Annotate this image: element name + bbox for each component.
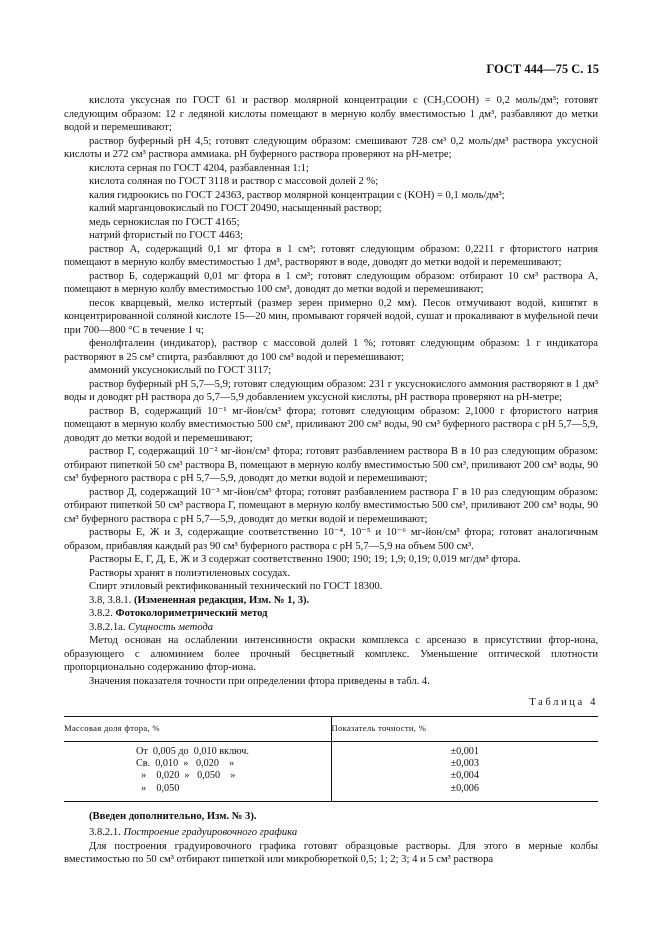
paragraph: Спирт этиловый ректификованный технический по ГОСТ 18300. (89, 581, 383, 592)
section-title: Фотоколориметрический метод (115, 608, 268, 619)
column-header: Массовая доля фтора, % (64, 716, 331, 742)
paragraph: Метод основан на ослаблении интенсивности окраски комплекса с арсеназо в присутствии фтор-иона, образующего с алюминием более прочный бесцветный комплекс. Уменьшение оптической плотности пропорционально содержанию фтор-иона. (64, 635, 598, 673)
range-cell (64, 742, 331, 802)
accuracy-value: ±0,003 (450, 758, 479, 770)
section-heading (64, 607, 598, 621)
paragraph: Растворы Е, Г, Д, Е, Ж и З содержат соответственно 1900; 190; 19; 1,9; 0,19; 0,019 мг/дм³ фтора. (89, 554, 521, 565)
range-value: » 0,050 (136, 782, 180, 794)
paragraph: аммоний уксуснокислый по ГОСТ 3117; (89, 365, 272, 376)
paragraph: кислота серная по ГОСТ 4204, разбавленная 1:1; (89, 162, 309, 174)
paragraph: растворы Е, Ж и З, содержащие соответственно 10⁻⁴, 10⁻⁵ и 10⁻⁶ мг-йон/см³ фтора; готовят аналогичным образом, прибавляя каждый раз 90 см³ буферного раствора с pH 5,7—5,9 на объем 500 см³. (64, 527, 598, 552)
subsection-heading (64, 621, 598, 635)
section-number: 3.8, 3.8.1. (89, 594, 132, 606)
paragraph: раствор Г, содержащий 10⁻² мг-йон/см³ фтора; готовят разбавлением раствора В в 10 раз следующим образом: отбирают пипеткой 50 см³ раствора В, помещают в мерную колбу вместимостью 500 см³, приливают 200 см³ воды, 90 см³ буферного раствора с pH 5,7—5,9, доводят до метки водой и перемешивают; (64, 446, 598, 484)
section-number: 3.8.2. (89, 608, 113, 619)
paragraph: калий марганцовокислый по ГОСТ 20490, насыщенный раствор; (89, 203, 382, 214)
accuracy-table (64, 716, 598, 802)
paragraph: Для построения градуировочного графика готовят образцовые растворы. Для этого в мерные колбы вместимостью по 50 см³ отбирают пипеткой или микробюреткой 0,5; 1; 2; 3; 4 и 5 см³ раствора (64, 840, 598, 866)
accuracy-value: ±0,004 (450, 770, 479, 782)
paragraph: песок кварцевый, мелко истертый (размер зерен примерно 0,2 мм). Песок отмучивают водой, кипятят в концентрированной соляной кислоте 15—20 мин, промывают горячей водой, сушат и прокаливают в муфельной печи при 700—800 °С в течение 1 ч; (64, 297, 598, 336)
range-value: Св. 0,010 » 0,020 » (136, 758, 235, 770)
amendment-text: (Измененная редакция, Изм. № 1, 3). (134, 594, 310, 606)
paragraph: раствор буферный pH 4,5; готовят следующим образом: смешивают 728 см³ 0,2 моль/дм³ раствора уксусной кислоты и 272 см³ раствора аммиака. pH буферного раствора проверяют на pH-метре; (64, 135, 598, 160)
paragraph: кислота соляная по ГОСТ 3118 и раствор с массовой долей 2 %; (89, 176, 379, 187)
accuracy-value: ±0,006 (450, 782, 479, 794)
subsection-heading (64, 826, 598, 840)
accuracy-cell (331, 742, 598, 802)
paragraph: медь сернокислая по ГОСТ 4165; (89, 216, 240, 228)
paragraph: калия гидроокись по ГОСТ 24363, раствор молярной концентрации c (KOH) = 0,1 моль/дм³; (89, 189, 505, 201)
paragraph: Растворы хранят в полиэтиленовых сосудах. (89, 567, 291, 579)
amendment-note (64, 594, 598, 608)
section-number: 3.8.2.1а. (89, 621, 126, 633)
paragraph: раствор буферный pH 5,7—5,9; готовят следующим образом: 231 г уксуснокислого аммония растворяют в 1 дм³ воды и доводят pH раствора до 5,7—5,9 добавлением уксусной кислоты, pH раствора проверяют на pH-метре; (64, 378, 598, 403)
section-title: Сущность метода (128, 621, 214, 633)
table-row (64, 742, 598, 802)
section-title: Построение градуировочного графика (123, 827, 298, 839)
paragraph: кислота уксусная по ГОСТ 61 и раствор молярной концентрации c (CH₃COOH) = 0,2 моль/дм³; готовят следующим образом: 12 г ледяной кислоты помещают в мерную колбу вместимостью 1 дм³, разбавляют до метки водой и перемешивают; (64, 95, 598, 133)
range-value: От 0,005 до 0,010 включ. (136, 746, 249, 757)
column-header: Показатель точности, % (331, 716, 598, 742)
paragraph: Значения показателя точности при определении фтора приведены в табл. 4. (89, 675, 430, 687)
paragraph: раствор Д, содержащий 10⁻³ мг-йон/см³ фтора; готовят разбавлением раствора Г в 10 раз следующим образом: отбирают пипеткой 50 см³ раствора Г, помещают в мерную колбу вместимостью 500 см³, приливают 200 см³ воды, 90 см³ буферного раствора с pH 5,7—5,9, доводят до метки водой и перемешивают; (64, 486, 598, 525)
table-caption: Таблица 4 (529, 697, 598, 708)
section-number: 3.8.2.1. (89, 827, 121, 839)
paragraph: раствор В, содержащий 10⁻¹ мг-йон/см³ фтора; готовят следующим образом: 2,1000 г фтористого натрия помещают в мерную колбу вместимостью 500 см³, приливают 200 см³ воды, 90 см³ буферного раствора с pH 5,7—5,9, доводят до метки водой и перемешивают; (64, 405, 598, 444)
document-body (64, 94, 598, 867)
paragraph: фенолфталеин (индикатор), раствор с массовой долей 1 %; готовят следующим образом: 1 г индикатора растворяют в 25 см³ спирта, разбавляют до 100 см³ водой и перемешивают; (64, 338, 598, 363)
amendment-note: (Введен дополнительно, Изм. № 3). (89, 810, 257, 822)
page-header: ГОСТ 444—75 С. 15 (486, 62, 599, 76)
range-value: » 0,020 » 0,050 » (136, 770, 236, 782)
paragraph: раствор Б, содержащий 0,01 мг фтора в 1 см³; готовят следующим образом: отбирают 10 см³ раствора А, помещают в мерную колбу вместимостью 100 см³, доводят до метки водой и перемешивают; (64, 270, 598, 295)
paragraph: натрий фтористый по ГОСТ 4463; (89, 230, 244, 241)
paragraph: раствор А, содержащий 0,1 мг фтора в 1 см³; готовят следующим образом: 0,2211 г фтористого натрия помещают в мерную колбу вместимостью 1 дм³, растворяют в воде, доводят до метки водой и перемешивают; (64, 243, 598, 268)
table-header-row (64, 716, 598, 742)
accuracy-value: ±0,001 (450, 746, 479, 757)
